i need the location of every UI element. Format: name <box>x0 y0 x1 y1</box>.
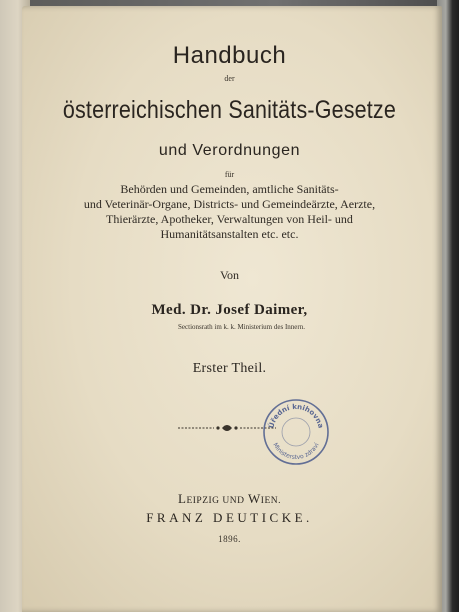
by-label: Von <box>219 268 240 282</box>
title-line-3: und Verordnungen <box>158 142 301 159</box>
audience-line: Behörden und Gemeinden, amtliche Sanitäts- <box>120 182 339 196</box>
library-stamp <box>261 397 331 467</box>
city-leipzig-rest: EIPZIG <box>186 496 223 506</box>
audience-line: Thierärzte, Apotheker, Verwaltungen von Heil- und <box>106 212 353 226</box>
audience-line: und Veterinär-Organe, Districts- und Gemeindeärzte, Aerzte, <box>83 197 376 211</box>
stamp-text-bottom: Ministerstvo zdraví <box>271 441 321 462</box>
city-wien-rest: IEN. <box>260 496 281 506</box>
audience-line: Humanitätsanstalten etc. etc. <box>160 227 299 241</box>
publisher-name: FRANZ DEUTICKE. <box>146 510 313 525</box>
publication-year: 1896. <box>218 534 241 544</box>
stamp-text-top: Úřední knihovna <box>267 402 325 430</box>
connector-der: der <box>224 74 235 83</box>
title-line-1: Handbuch <box>172 42 287 69</box>
author-role: Sectionsrath im k. k. Ministerium des Innern. <box>178 323 305 331</box>
city-und: UND <box>222 496 245 506</box>
publication-cities <box>0 491 459 507</box>
city-wien-initial: W <box>244 491 261 506</box>
connector-fur: für <box>224 170 235 179</box>
author-name: Med. Dr. Josef Daimer, <box>151 302 308 318</box>
city-leipzig-initial: L <box>178 491 187 506</box>
part-label: Erster Theil. <box>192 361 267 376</box>
title-line-2: österreichischen Sanitäts-Gesetze <box>62 96 396 124</box>
